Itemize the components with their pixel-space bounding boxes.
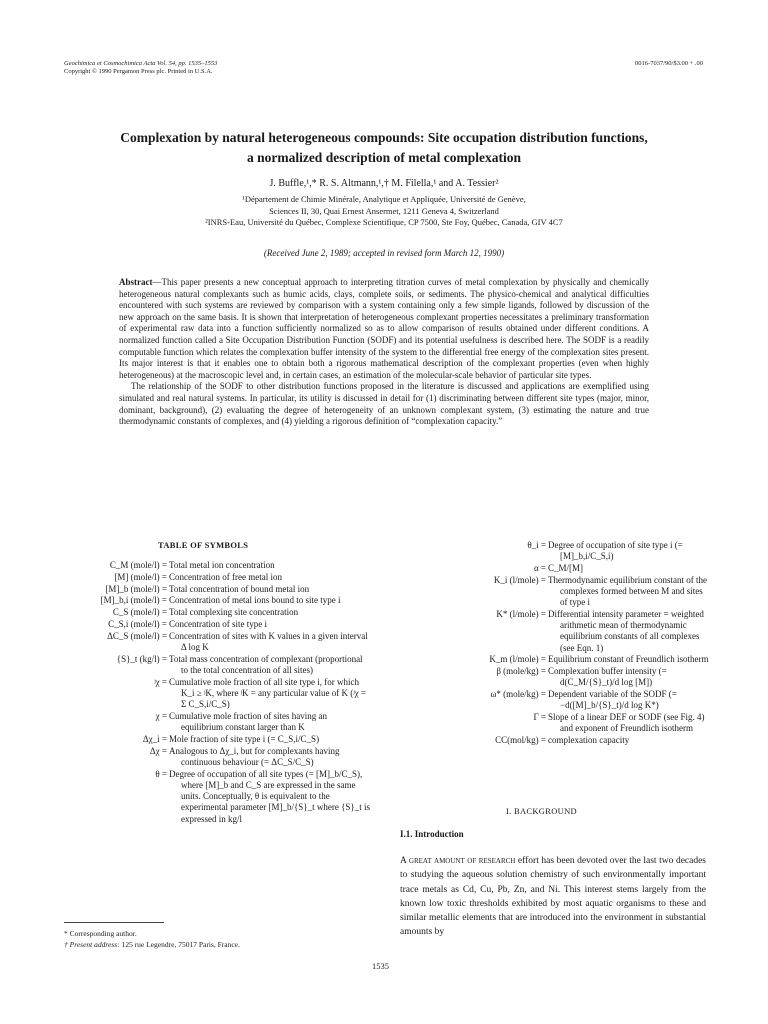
symbol-term: [M] (mole/l) = — [114, 571, 167, 582]
copyright-line: Copyright © 1990 Pergamon Press plc. Printed in U.S.A. — [64, 68, 213, 75]
symbol-definition: Degree of occupation of all site types (= [M]_b/C_S), where [M]_b and C_S are expressed in the same units. Conceptually, θ is equivalent to the experimental parameter [M]_b/{S}_t where {S}_t is expressed in kg/l — [169, 768, 370, 824]
symbol-definition: Equilibrium constant of Freundlich isotherm — [548, 654, 709, 665]
symbol-term: K* (l/mole) = — [496, 609, 546, 619]
symbol-term: Δχ_i = — [142, 733, 167, 744]
symbol-definition: Degree of occupation of site type i (= [M]_b,i/C_S,i) — [548, 540, 683, 562]
abstract-paragraph-2: The relationship of the SODF to other distribution functions proposed in the literature is discussed and applications are exemplified using simulated and real natural systems. In particular, its utility is discussed in detail for (1) discriminating between different site types (major, minor, dominant, background), (2) evaluating the degree of heterogeneity of an unknown complexant system, (3) estimating the nature and true thermodynamic constants of complexes, and (4) yielding a rigorous definition of “complexation capacity.” — [119, 381, 649, 427]
subsection-heading: I.1. Introduction — [400, 829, 464, 839]
symbol-definition: Thermodynamic equilibrium constant of the complexes formed between M and sites of type i — [548, 574, 707, 608]
symbol-term: α = — [533, 563, 546, 573]
journal-citation: Geochimica et Cosmochimica Acta Vol. 54, pp. 1535–1553 — [64, 60, 218, 67]
symbol-row — [400, 575, 712, 609]
symbol-row — [40, 595, 370, 606]
footnotes — [64, 928, 384, 950]
symbol-row — [40, 711, 370, 733]
symbol-definition: Concentration of site type i — [169, 618, 267, 629]
symbol-term: θ_i = — [527, 540, 546, 550]
abstract-text-1: —This paper presents a new conceptual approach to interpreting titration curves of metal complexation by physically and chemically heterogeneous natural complexants such as humic acids, clays, complete soils, or sediments. The physico-chemical and analytical difficulties encountered with such systems are reviewed by comparison with a system containing only a few simple ligands, followed by discussion of the new approach on the same basis. It is shown that interpretation of heterogeneous complexant properties necessitates a preliminary transformation of experimental raw data into a function sufficiently normalized so as to allow comparison of results obtained under different conditions. A normalized function called a Site Occupation Distribution Function (SODF) and its potential usefulness is described here. The SODF is a readily computable function which relates the complexation buffer intensity of the system to the differential free energy of the complexation sites present. Its major interest is that it enables one to obtain both a rigorous mathematical description of the complexant properties (even when highly heterogeneous) at the macroscopic level and, in certain cases, an estimation of the molecular-scale behavior of particular site types. — [119, 277, 649, 380]
affiliation-line: Sciences II, 30, Quai Ernest Ansermet, 1211 Geneva 4, Switzerland — [269, 205, 499, 216]
symbol-definition: Cumulative mole fraction of sites having an equilibrium constant larger than K — [169, 710, 327, 733]
title-line-1: Complexation by natural heterogeneous compounds: Site occupation distribution functions, — [120, 130, 648, 145]
page-number: 1535 — [372, 961, 389, 971]
symbol-definition: Analogous to Δχ_i, but for complexants having continuous behaviour (= ΔC_S/C_S) — [169, 745, 340, 767]
symbol-definition: Complexation buffer intensity (= d(C_M/{S}_t)/d log [M]) — [548, 666, 667, 688]
symbol-term: K_m (l/mole) = — [489, 654, 546, 665]
symbol-definition: Concentration of sites with K values in a given interval Δ log K — [169, 630, 368, 652]
title-line-2: a normalized description of metal complexation — [246, 150, 522, 165]
affiliations — [40, 194, 728, 229]
abstract-paragraph-1 — [119, 277, 649, 381]
symbol-row — [400, 666, 712, 688]
footnote-rule — [64, 922, 164, 923]
symbol-row — [400, 689, 712, 711]
affiliation-line: ²INRS-Eau, Université du Québec, Complexe Scientifique, CP 7500, Ste Foy, Québec, Canada, GIV 4C7 — [205, 217, 563, 227]
intro-text: effort has been devoted over the last two decades to studying the aqueous solution chemistry of such environmentally important trace metals as Cd, Cu, Pb, Zn, and Ni. This interest stems largely from the known low toxic thresholds exhibited by most aquatic organisms to these and similar metallic elements that are introduced into the environment in substantial amounts by — [400, 856, 707, 938]
symbol-term: C_S (mole/l) = — [112, 607, 167, 618]
symbol-row — [400, 712, 712, 734]
symbol-definition: Differential intensity parameter = weighted arithmetic mean of thermodynamic equilibrium constants of all complexes (see Eqn. 1) — [548, 609, 704, 653]
symbol-row — [40, 631, 370, 653]
symbol-term: [M]_b (mole/l) = — [105, 583, 167, 594]
symbol-term: Γ = — [533, 712, 546, 723]
symbol-term: C_S,i (mole/l) = — [108, 618, 167, 629]
symbol-row — [40, 746, 370, 768]
symbol-row — [40, 560, 370, 571]
present-address-label: † Present address: — [64, 940, 120, 949]
symbol-row — [40, 584, 370, 595]
symbol-definition: Cumulative mole fraction of all site type i, for which K_i ≥ ʲK, where ʲK = any particular value of K (ʲχ = Σ C_S,i/C_S) — [169, 676, 366, 710]
symbol-row — [40, 619, 370, 630]
journal-code: 0016-7037/90/$3.00 + .00 — [635, 60, 703, 67]
symbol-term: ΔC_S (mole/l) = — [107, 630, 167, 641]
symbol-definition: Slope of a linear DEF or SODF (see Fig. 4) and exponent of Freundlich isotherm — [548, 712, 705, 734]
symbol-row — [40, 607, 370, 618]
symbol-row — [400, 563, 712, 574]
abstract — [119, 277, 649, 428]
symbol-definition: Total complexing site concentration — [169, 607, 299, 618]
symbol-row — [400, 735, 712, 746]
symbol-term: ʲχ = — [154, 676, 167, 687]
symbol-definition: complexation capacity — [548, 735, 630, 746]
received-dates: (Received June 2, 1989; accepted in revised form March 12, 1990) — [263, 248, 505, 258]
intro-lead: A great amount of research — [400, 856, 516, 866]
symbol-row — [40, 677, 370, 711]
symbol-definition: Total metal ion concentration — [169, 560, 275, 570]
symbols-heading: TABLE OF SYMBOLS — [158, 540, 249, 550]
symbol-definition: Dependent variable of the SODF (= −d([M]_b/{S}_t)/d log K*) — [548, 689, 677, 711]
symbol-term: β (mole/kg) = — [496, 666, 546, 677]
journal-header — [64, 60, 217, 76]
symbol-term: {S}_t (kg/l) = — [116, 653, 167, 664]
symbol-row — [400, 540, 712, 562]
section-heading: I. BACKGROUND — [506, 806, 577, 816]
symbol-term: CC(mol/kg) = — [495, 735, 546, 746]
footnote-corresponding: * Corresponding author. — [64, 929, 137, 938]
symbol-row — [40, 769, 370, 825]
symbol-term: [M]_b,i (mole/l) = — [100, 595, 167, 606]
affiliation-line: ¹Département de Chimie Minérale, Analytique et Appliquée, Université de Genève, — [242, 194, 526, 204]
symbol-term: K_i (l/mole) = — [493, 574, 546, 585]
symbol-definition: Mole fraction of site type i (= C_S,i/C_S) — [169, 733, 320, 744]
symbols-table-right — [400, 540, 712, 747]
symbol-row — [40, 654, 370, 676]
symbol-row — [40, 734, 370, 745]
symbol-row — [40, 572, 370, 583]
symbol-definition: Concentration of metal ions bound to site type i — [169, 595, 341, 606]
paper-title — [40, 128, 728, 168]
symbol-definition: Total concentration of bound metal ion — [169, 583, 310, 594]
authors: J. Buffle,¹,* R. S. Altmann,¹,† M. Filella,¹ and A. Tessier² — [269, 178, 499, 189]
symbol-definition: Concentration of free metal ion — [169, 571, 282, 582]
footnote-present-address — [64, 939, 384, 950]
symbol-term: ω* (mole/kg) = — [490, 689, 546, 700]
symbol-term: C_M (mole/l) = — [109, 560, 167, 570]
symbol-row — [400, 654, 712, 665]
symbols-table-left — [40, 560, 370, 825]
symbol-definition: Total mass concentration of complexant (proportional to the total concentration of all sites) — [169, 653, 363, 675]
present-address-text: 125 rue Legendre, 75017 Paris, France. — [121, 940, 240, 949]
introduction-paragraph — [400, 854, 706, 940]
symbol-row — [400, 609, 712, 654]
symbol-term: θ = — [155, 768, 167, 779]
symbol-definition: C_M/[M] — [548, 563, 584, 573]
abstract-label: Abstract — [119, 277, 153, 287]
symbol-term: χ = — [155, 710, 167, 721]
symbol-term: Δχ = — [149, 745, 167, 756]
